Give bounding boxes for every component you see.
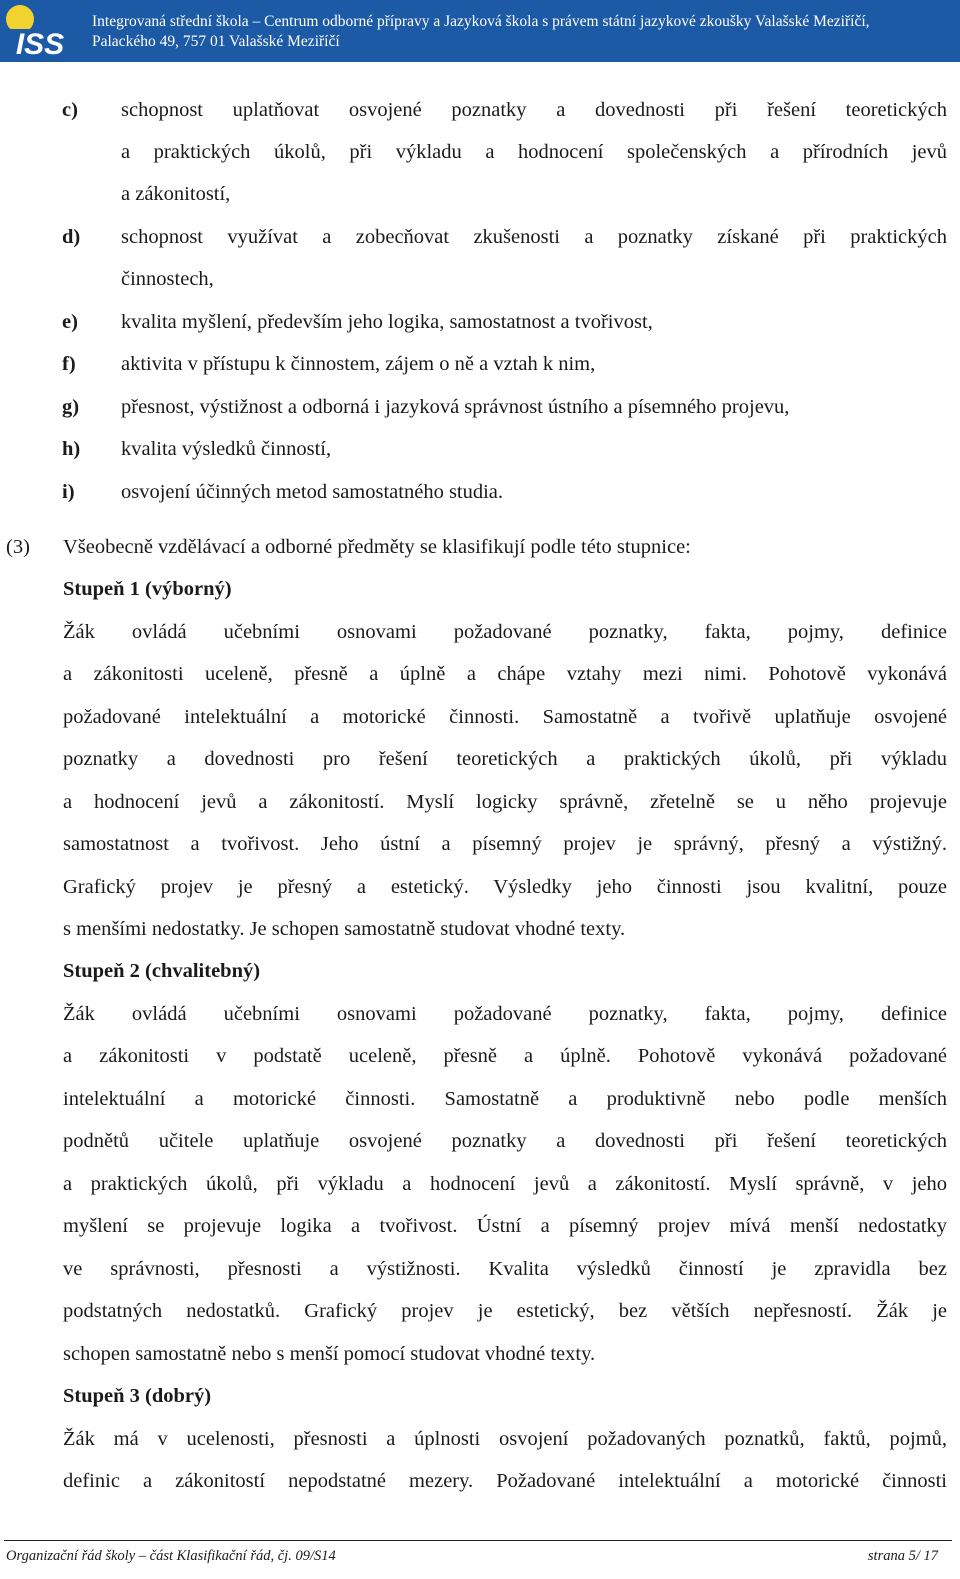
page-header <box>0 0 960 62</box>
criterion-text: schopnost využívat a zobecňovat zkušenosti a poznatky získané při praktických <box>121 226 947 248</box>
criterion-text: a zákonitostí, <box>121 183 231 205</box>
paragraph-line: schopen samostatně nebo s menší pomocí studovat vhodné texty. <box>63 1343 596 1365</box>
grade-heading: Stupeň 2 (chvalitebný) <box>63 960 261 982</box>
paragraph-line: požadované intelektuální a motorické činnosti. Samostatně a tvořivě uplatňuje osvojené <box>63 706 947 728</box>
paragraph-line: a zákonitosti uceleně, přesně a úplně a chápe vztahy mezi nimi. Pohotově vykonává <box>63 663 947 685</box>
paragraph-line: myšlení se projevuje logika a tvořivost. Ústní a písemný projev mívá menší nedostatky <box>63 1215 947 1237</box>
school-name-line-1: Integrovaná střední škola – Centrum odborné přípravy a Jazyková škola s právem státní jazykové zkoušky Valašské Meziříčí, <box>92 13 870 30</box>
paragraph-line: podstatných nedostatků. Grafický projev je estetický, bez větších nepřesností. Žák je <box>63 1300 947 1322</box>
criterion-text: přesnost, výstižnost a odborná i jazyková správnost ústního a písemného projevu, <box>121 396 790 418</box>
school-logo <box>2 1 78 61</box>
paragraph-line: ve správnosti, přesnosti a výstižnosti. Kvalita výsledků činností je zpravidla bez <box>63 1258 947 1280</box>
criterion-text: osvojení účinných metod samostatného studia. <box>121 481 504 503</box>
paragraph-line: intelektuální a motorické činnosti. Samostatně a produktivně nebo podle menších <box>63 1088 947 1110</box>
grade-heading: Stupeň 1 (výborný) <box>63 578 232 600</box>
criterion-text: schopnost uplatňovat osvojené poznatky a dovednosti při řešení teoretických <box>121 99 947 121</box>
paragraph-line: Žák má v ucelenosti, přesnosti a úplnosti osvojení požadovaných poznatků, faktů, pojmů, <box>63 1428 947 1450</box>
footer-document-title: Organizační řád školy – část Klasifikační řád, čj. 09/S14 <box>6 1548 336 1564</box>
school-name <box>92 12 952 52</box>
criterion-text: aktivita v přístupu k činnostem, zájem o ně a vztah k nim, <box>121 353 596 375</box>
point-text: Všeobecně vzdělávací a odborné předměty se klasifikují podle této stupnice: <box>63 536 691 558</box>
criterion-label: f) <box>62 353 76 375</box>
paragraph-line: s menšími nedostatky. Je schopen samostatně studovat vhodné texty. <box>63 918 626 940</box>
criterion-label: g) <box>62 396 80 418</box>
paragraph-line: Žák ovládá učebními osnovami požadované poznatky, fakta, pojmy, definice <box>63 1003 947 1025</box>
criterion-label: i) <box>62 481 75 503</box>
footer-page-number: strana 5/ 17 <box>867 1548 938 1564</box>
svg-text:ISS: ISS <box>15 28 65 61</box>
criterion-text: a praktických úkolů, při výkladu a hodnocení společenských a přírodních jevů <box>121 141 947 163</box>
criterion-label: d) <box>62 226 81 248</box>
criterion-label: e) <box>62 311 78 333</box>
point-number: (3) <box>6 536 30 558</box>
paragraph-line: Žák ovládá učebními osnovami požadované poznatky, fakta, pojmy, definice <box>63 621 947 643</box>
criterion-text: kvalita výsledků činností, <box>121 438 332 460</box>
paragraph-line: Grafický projev je přesný a estetický. Výsledky jeho činnosti jsou kvalitní, pouze <box>63 876 947 898</box>
footer-divider <box>4 1540 952 1541</box>
paragraph-line: poznatky a dovednosti pro řešení teoretických a praktických úkolů, při výkladu <box>63 748 947 770</box>
criterion-label: c) <box>62 99 78 121</box>
paragraph-line: samostatnost a tvořivost. Jeho ústní a písemný projev je správný, přesný a výstižný. <box>63 833 947 855</box>
paragraph-line: a praktických úkolů, při výkladu a hodnocení jevů a zákonitostí. Myslí správně, v jeho <box>63 1173 947 1195</box>
grade-heading: Stupeň 3 (dobrý) <box>63 1385 212 1407</box>
school-address-line: Palackého 49, 757 01 Valašské Meziříčí <box>92 33 340 50</box>
criterion-text: činnostech, <box>121 268 214 290</box>
paragraph-line: a zákonitosti v podstatě uceleně, přesně a úplně. Pohotově vykonává požadované <box>63 1045 947 1067</box>
paragraph-line: podnětů učitele uplatňuje osvojené poznatky a dovednosti při řešení teoretických <box>63 1130 947 1152</box>
paragraph-line: definic a zákonitostí nepodstatné mezery. Požadované intelektuální a motorické činnosti <box>63 1470 947 1492</box>
criterion-label: h) <box>62 438 81 460</box>
paragraph-line: a hodnocení jevů a zákonitostí. Myslí logicky správně, zřetelně se u něho projevuje <box>63 791 947 813</box>
criterion-text: kvalita myšlení, především jeho logika, samostatnost a tvořivost, <box>121 311 653 333</box>
